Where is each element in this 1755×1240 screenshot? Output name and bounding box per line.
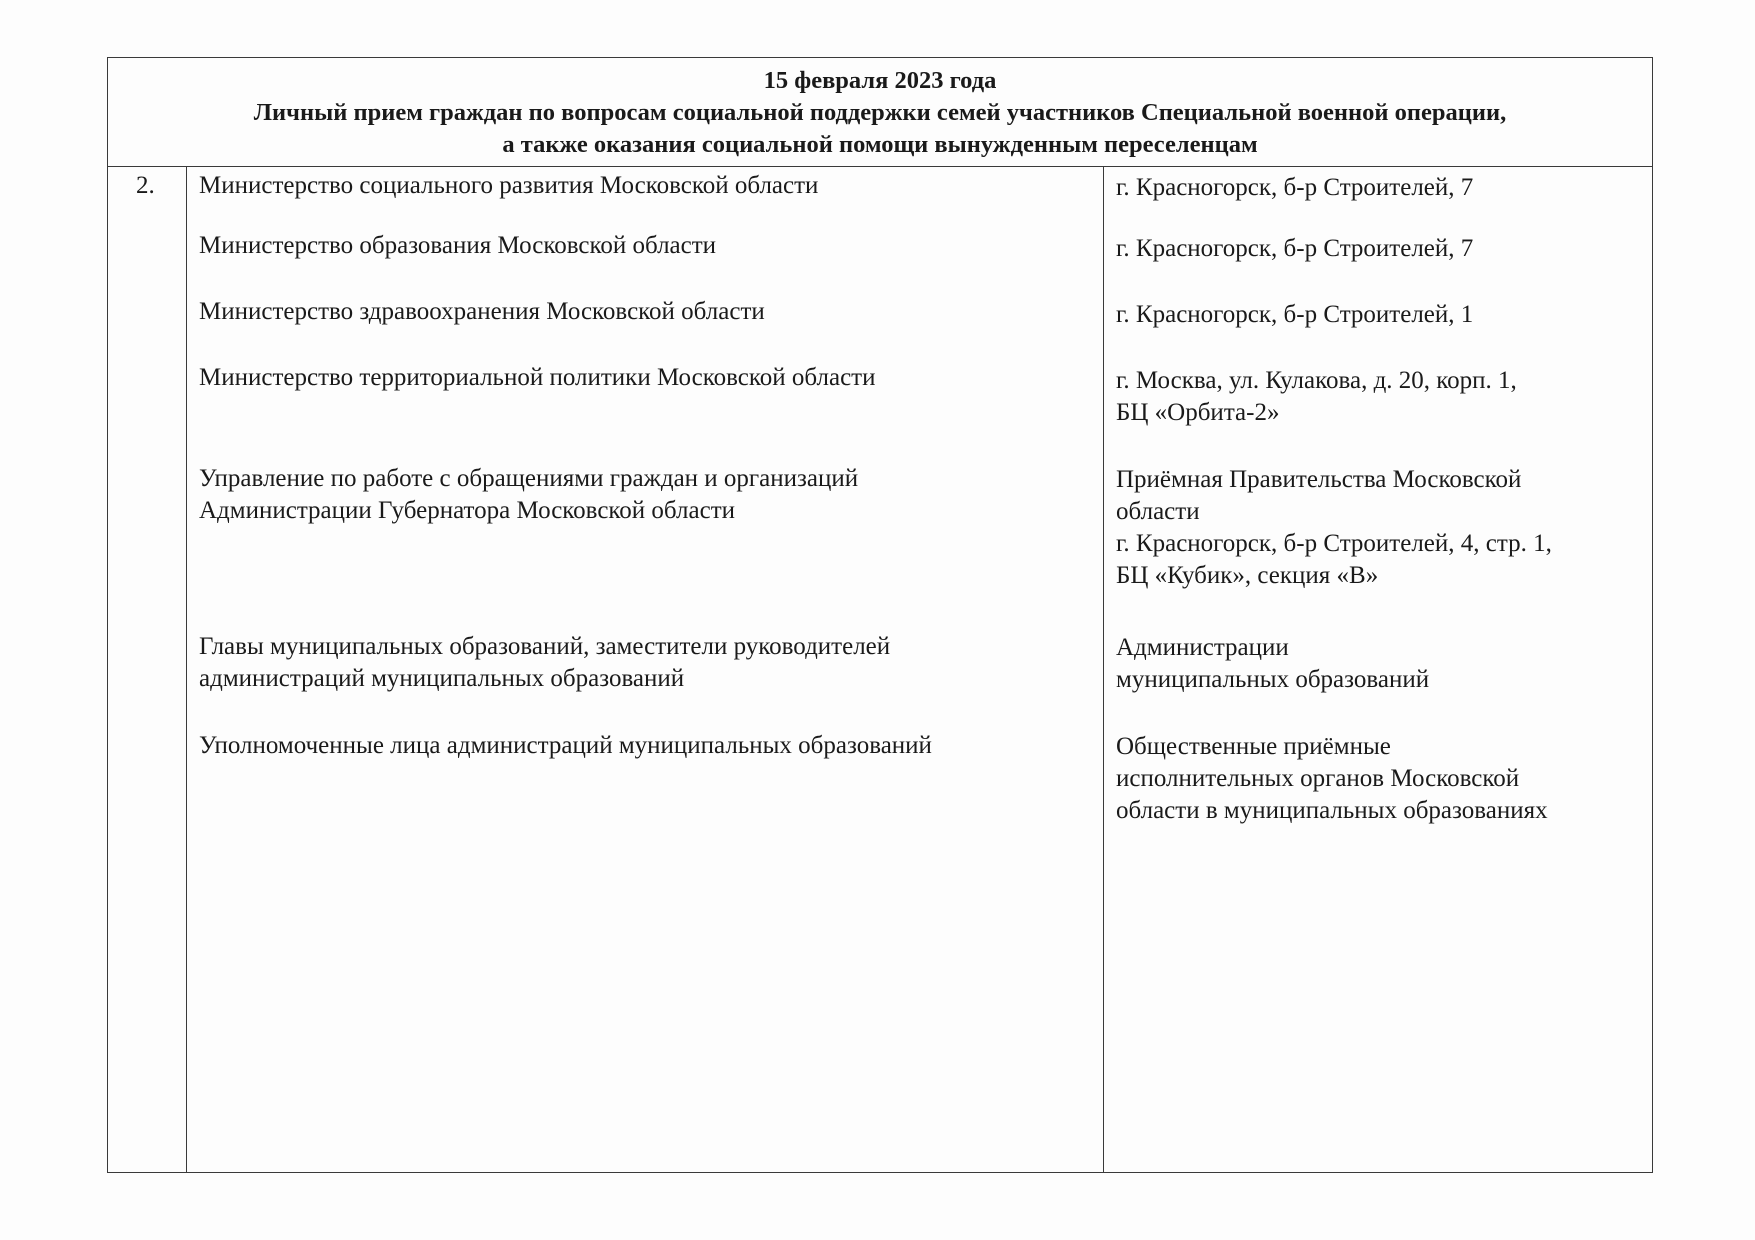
address-text: г. Красногорск, б-р Строителей, 7 <box>1116 235 1474 262</box>
column-divider-number <box>186 166 187 1172</box>
address-text: области в муниципальных образованиях <box>1116 797 1548 824</box>
address-text: г. Красногорск, б-р Строителей, 7 <box>1116 174 1474 201</box>
address-text: г. Красногорск, б-р Строителей, 1 <box>1116 301 1474 328</box>
address-cell <box>1116 632 1641 696</box>
address-text: г. Москва, ул. Кулакова, д. 20, корп. 1, <box>1116 367 1517 394</box>
organization-cell <box>199 730 1089 762</box>
address-text: г. Красногорск, б-р Строителей, 4, стр. 1, <box>1116 530 1552 557</box>
address-text: Приёмная Правительства Московской <box>1116 466 1522 493</box>
organization-cell <box>199 230 1089 262</box>
address-text: БЦ «Орбита-2» <box>1116 399 1280 426</box>
column-divider-address <box>1103 166 1104 1172</box>
address-text: муниципальных образований <box>1116 666 1430 693</box>
organization-cell <box>199 170 1089 202</box>
address-cell <box>1116 299 1641 331</box>
schedule-table <box>107 57 1653 1173</box>
address-text: Общественные приёмные <box>1116 733 1391 760</box>
organization-text: Министерство образования Московской области <box>199 232 717 259</box>
entry-number: 2. <box>136 172 155 199</box>
header-title-line-1: Личный прием граждан по вопросам социальной поддержки семей участников Специальной военной операции, <box>253 99 1507 126</box>
organization-text: Управление по работе с обращениями граждан и организаций <box>199 465 859 492</box>
address-cell <box>1116 731 1641 827</box>
address-text: Администрации <box>1116 634 1289 661</box>
address-cell <box>1116 464 1641 592</box>
table-header <box>108 58 1652 167</box>
organization-text: Министерство социального развития Московской области <box>199 172 819 199</box>
organization-text: Министерство территориальной политики Московской области <box>199 364 876 391</box>
address-cell <box>1116 365 1641 429</box>
organization-text: Главы муниципальных образований, заместители руководителей <box>199 633 891 660</box>
organization-cell <box>199 631 1089 695</box>
address-text: области <box>1116 498 1200 525</box>
address-cell <box>1116 233 1641 265</box>
organization-cell <box>199 463 1089 527</box>
organization-text: Уполномоченные лица администраций муниципальных образований <box>199 732 932 759</box>
address-text: исполнительных органов Московской <box>1116 765 1520 792</box>
address-cell <box>1116 172 1641 204</box>
header-date: 15 февраля 2023 года <box>763 67 997 94</box>
organization-text: Администрации Губернатора Московской области <box>199 497 735 524</box>
organization-text: администраций муниципальных образований <box>199 665 685 692</box>
organization-text: Министерство здравоохранения Московской области <box>199 298 765 325</box>
address-text: БЦ «Кубик», секция «В» <box>1116 562 1379 589</box>
organization-cell <box>199 296 1089 328</box>
organization-cell <box>199 362 1089 394</box>
header-title-line-2: а также оказания социальной помощи вынужденным переселенцам <box>502 131 1258 158</box>
